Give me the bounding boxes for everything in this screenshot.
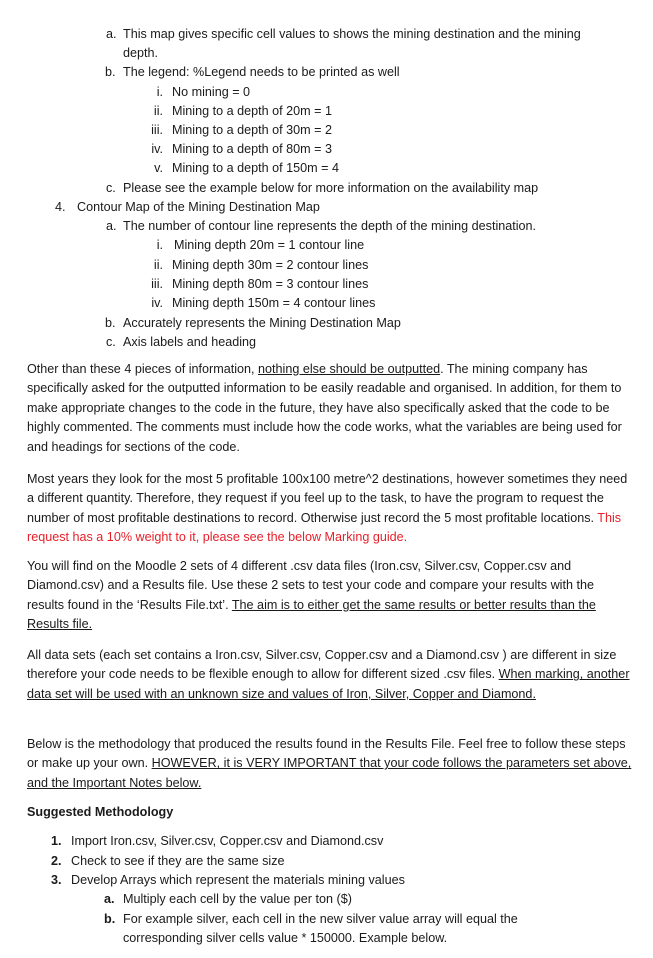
step-marker: 2. [51, 854, 62, 868]
item-4b-marker: b. [105, 316, 116, 330]
p3-text: You will find on the Moodle 2 sets of 4 different .csv data files (Iron.csv, Silver.csv, Copper.csv and Diamond.csv) and a Results file. Use these 2 sets to test your code and compare your results with the results found in the ‘Results File.txt’. [27, 559, 594, 612]
legend-marker: iii. [151, 123, 163, 137]
item-3a-line1: This map gives specific cell values to shows the mining destination and the mining [123, 27, 581, 41]
item-4c-marker: c. [106, 335, 116, 349]
substep-b-line2: corresponding silver cells value * 150000. Example below. [123, 931, 448, 945]
item-4a-text: The number of contour line represents the depth of the mining destination. [123, 219, 537, 233]
p2-text: Most years they look for the most 5 profitable 100x100 metre^2 destinations, however sometimes they need a different quantity. Therefore, they request if you feel up to the task, to have the program to request the number of most profitable destinations to record. Otherwise just record the 5 most profitable locations. [27, 472, 628, 525]
p5-underline: HOWEVER, it is VERY IMPORTANT that your code follows the parameters set above, and the Important Notes below. [27, 756, 632, 790]
contour-marker: iii. [151, 277, 163, 291]
item-3b-text: The legend: %Legend needs to be printed as well [123, 65, 400, 79]
legend-item: No mining = 0 [172, 85, 251, 99]
paragraph-profitable-destinations [27, 470, 632, 548]
contour-item: Mining depth 80m = 3 contour lines [172, 277, 369, 291]
paragraph-output-rules [27, 360, 632, 457]
p1-text-post: . The mining company has specifically asked for the outputted information to be easily readable and organised. In addition, for them to make appropriate changes to the code in the future, they have also specifically asked that the code to be highly commented. The comments must include how the code works, what the variables are being used for and headings for sections of the code. [27, 362, 622, 454]
p1-underline: nothing else should be outputted [258, 362, 441, 376]
p5-text: Below is the methodology that produced the results found in the Results File. Feel free to follow these steps or make up your own. [27, 737, 626, 771]
contour-item: Mining depth 30m = 2 contour lines [172, 258, 369, 272]
contour-marker: ii. [153, 258, 163, 272]
item-3c-marker: c. [106, 181, 116, 195]
item-4c-text: Axis labels and heading [123, 335, 257, 349]
p4-underline: When marking, another data set will be used with an unknown size and values of Iron, Silver, Copper and Diamond. [27, 667, 630, 701]
p3-underline: The aim is to either get the same results or better results than the Results file. [27, 597, 596, 632]
methodology-heading: Suggested Methodology [27, 805, 174, 819]
item-3a-marker: a. [106, 27, 117, 41]
contour-item: Mining depth 150m = 4 contour lines [172, 296, 376, 310]
item-4b-text: Accurately represents the Mining Destination Map [123, 316, 401, 330]
step-text: Develop Arrays which represent the materials mining values [71, 873, 405, 887]
legend-item: Mining to a depth of 30m = 2 [172, 123, 332, 137]
item-3c-text: Please see the example below for more information on the availability map [123, 181, 539, 195]
contour-marker: iv. [151, 296, 163, 310]
paragraph-methodology-intro [27, 735, 632, 793]
step-marker: 3. [51, 873, 62, 887]
p4-text: All data sets (each set contains a Iron.csv, Silver.csv, Copper.csv and a Diamond.csv ) are different in size therefore your code needs to be flexible enough to allow for different sized .csv files. [27, 648, 617, 682]
section-4-title: Contour Map of the Mining Destination Map [77, 200, 320, 214]
p2-weight-note: This request has a 10% weight to it, please see the below Marking guide. [27, 510, 622, 545]
step-text: Check to see if they are the same size [71, 854, 285, 868]
substep-a-text: Multiply each cell by the value per ton ($) [123, 892, 352, 906]
substep-b-line1: For example silver, each cell in the new silver value array will equal the [123, 912, 518, 926]
legend-item: Mining to a depth of 20m = 1 [172, 104, 332, 118]
legend-marker: v. [154, 161, 163, 175]
item-3a-line2: depth. [123, 46, 159, 60]
paragraph-data-sets [27, 646, 632, 704]
paragraph-data-files [27, 557, 632, 635]
item-3b-marker: b. [105, 65, 116, 79]
legend-item: Mining to a depth of 150m = 4 [172, 161, 339, 175]
section-4-marker: 4. [55, 200, 66, 214]
substep-b-marker: b. [104, 912, 116, 926]
contour-marker: i. [156, 238, 163, 252]
substep-a-marker: a. [104, 892, 115, 906]
legend-marker: iv. [151, 142, 163, 156]
p1-text: Other than these 4 pieces of information, [27, 362, 259, 376]
legend-marker: i. [156, 85, 163, 99]
step-text: Import Iron.csv, Silver.csv, Copper.csv and Diamond.csv [71, 834, 384, 848]
contour-item: Mining depth 20m = 1 contour line [174, 238, 365, 252]
item-4a-marker: a. [106, 219, 117, 233]
legend-marker: ii. [153, 104, 163, 118]
legend-item: Mining to a depth of 80m = 3 [172, 142, 332, 156]
step-marker: 1. [51, 834, 62, 848]
